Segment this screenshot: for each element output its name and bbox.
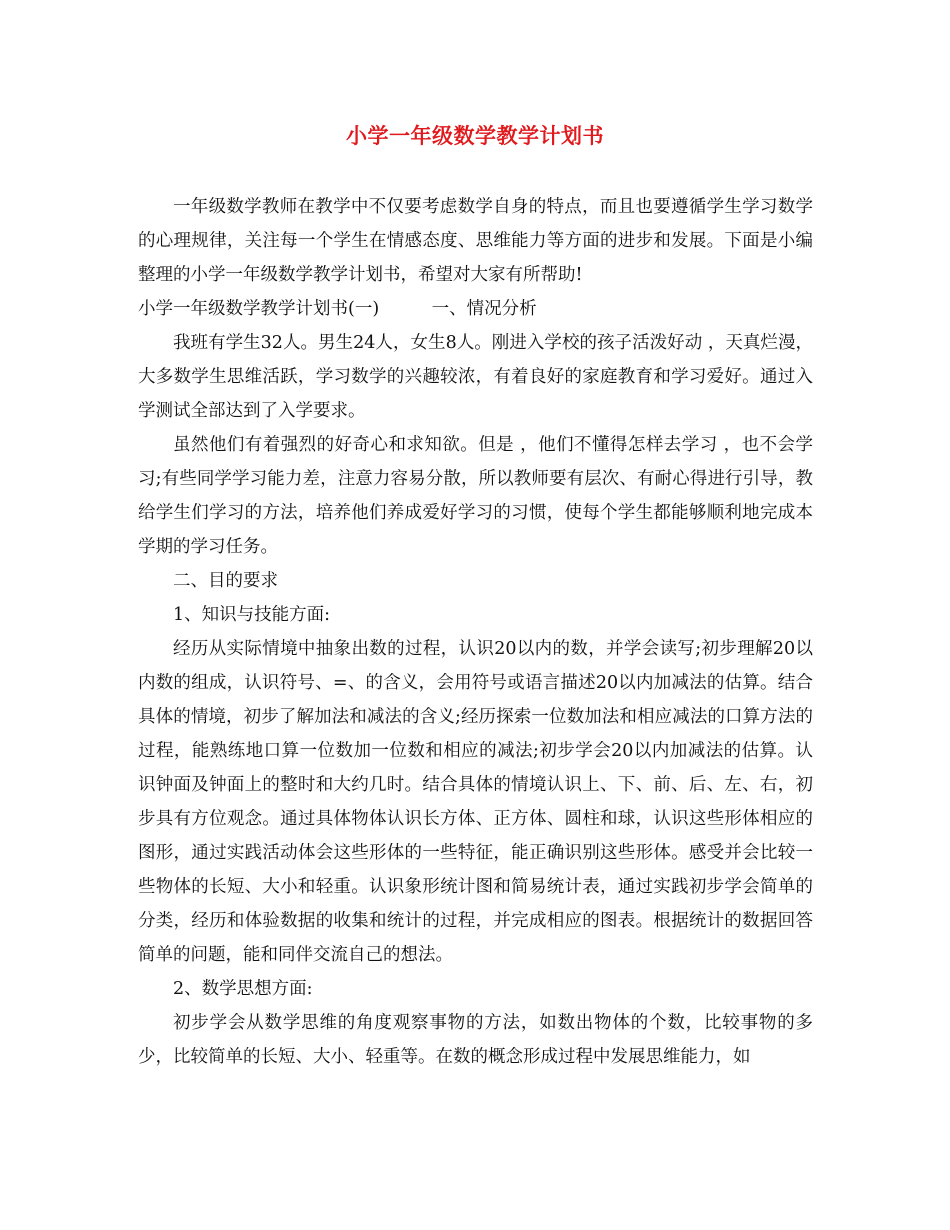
section-heading-line: 小学一年级数学教学计划书(一) 一、情况分析 [138, 299, 537, 319]
situation-paragraph-1: 我班有学生32人。男生24人，女生8人。刚进入学校的孩子活泼好动 ，天真烂漫，大多数学生思维活跃，学习数学的兴趣较浓，有着良好的家庭教育和学习爱好。通过入学测试全部达到了入学要求。 [138, 333, 813, 421]
knowledge-skills-paragraph: 经历从实际情境中抽象出数的过程，认识20以内的数，并学会读写;初步理解20以内数的组成，认识符号、=、的含义，会用符号或语言描述20以内加减法的估算。结合具体的情境，初步了解加法和减法的含义;经历探索一位数加法和相应减法的口算方法的过程，能熟练地口算一位数加一位数和相应的减法;初步学会20以内加减法的估算。认识钟面及钟面上的整时和大约几时。结合具体的情境认识上、下、前、后、左、右，初步具有方位观念。通过具体物体认识长方体、正方体、圆柱和球，认识这些形体相应的图形，通过实践活动体会这些形体的一些特征，能正确识别这些形体。感受并会比较一些物体的长短、大小和轻重。认识象形统计图和简易统计表，通过实践初步学会简单的分类，经历和体验数据的收集和统计的过程，并完成相应的图表。根据统计的数据回答简单的问题，能和同伴交流自己的想法。 [138, 639, 813, 965]
math-thinking-paragraph: 初步学会从数学思维的角度观察事物的方法，如数出物体的个数，比较事物的多少，比较简单的长短、大小、轻重等。在数的概念形成过程中发展思维能力，如 [138, 1013, 813, 1067]
math-thinking-heading: 2、数学思想方面: [173, 979, 313, 999]
intro-paragraph: 一年级数学教师在教学中不仅要考虑数学自身的特点，而且也要遵循学生学习数学的心理规律，关注每一个学生在情感态度、思维能力等方面的进步和发展。下面是小编整理的小学一年级数学教学计划书，希望对大家有所帮助! [138, 197, 813, 285]
document-body [138, 190, 813, 1074]
document-title: 小学一年级数学教学计划书 [346, 123, 604, 148]
goals-heading: 二、目的要求 [173, 571, 278, 591]
situation-paragraph-2: 虽然他们有着强烈的好奇心和求知欲。但是 ，他们不懂得怎样去学习 ，也不会学习;有些同学学习能力差，注意力容易分散，所以教师要有层次、有耐心得进行引导，教给学生们学习的方法，培养他们养成爱好学习的习惯，使每个学生都能够顺利地完成本学期的学习任务。 [138, 435, 813, 557]
knowledge-skills-heading: 1、知识与技能方面: [173, 605, 331, 625]
